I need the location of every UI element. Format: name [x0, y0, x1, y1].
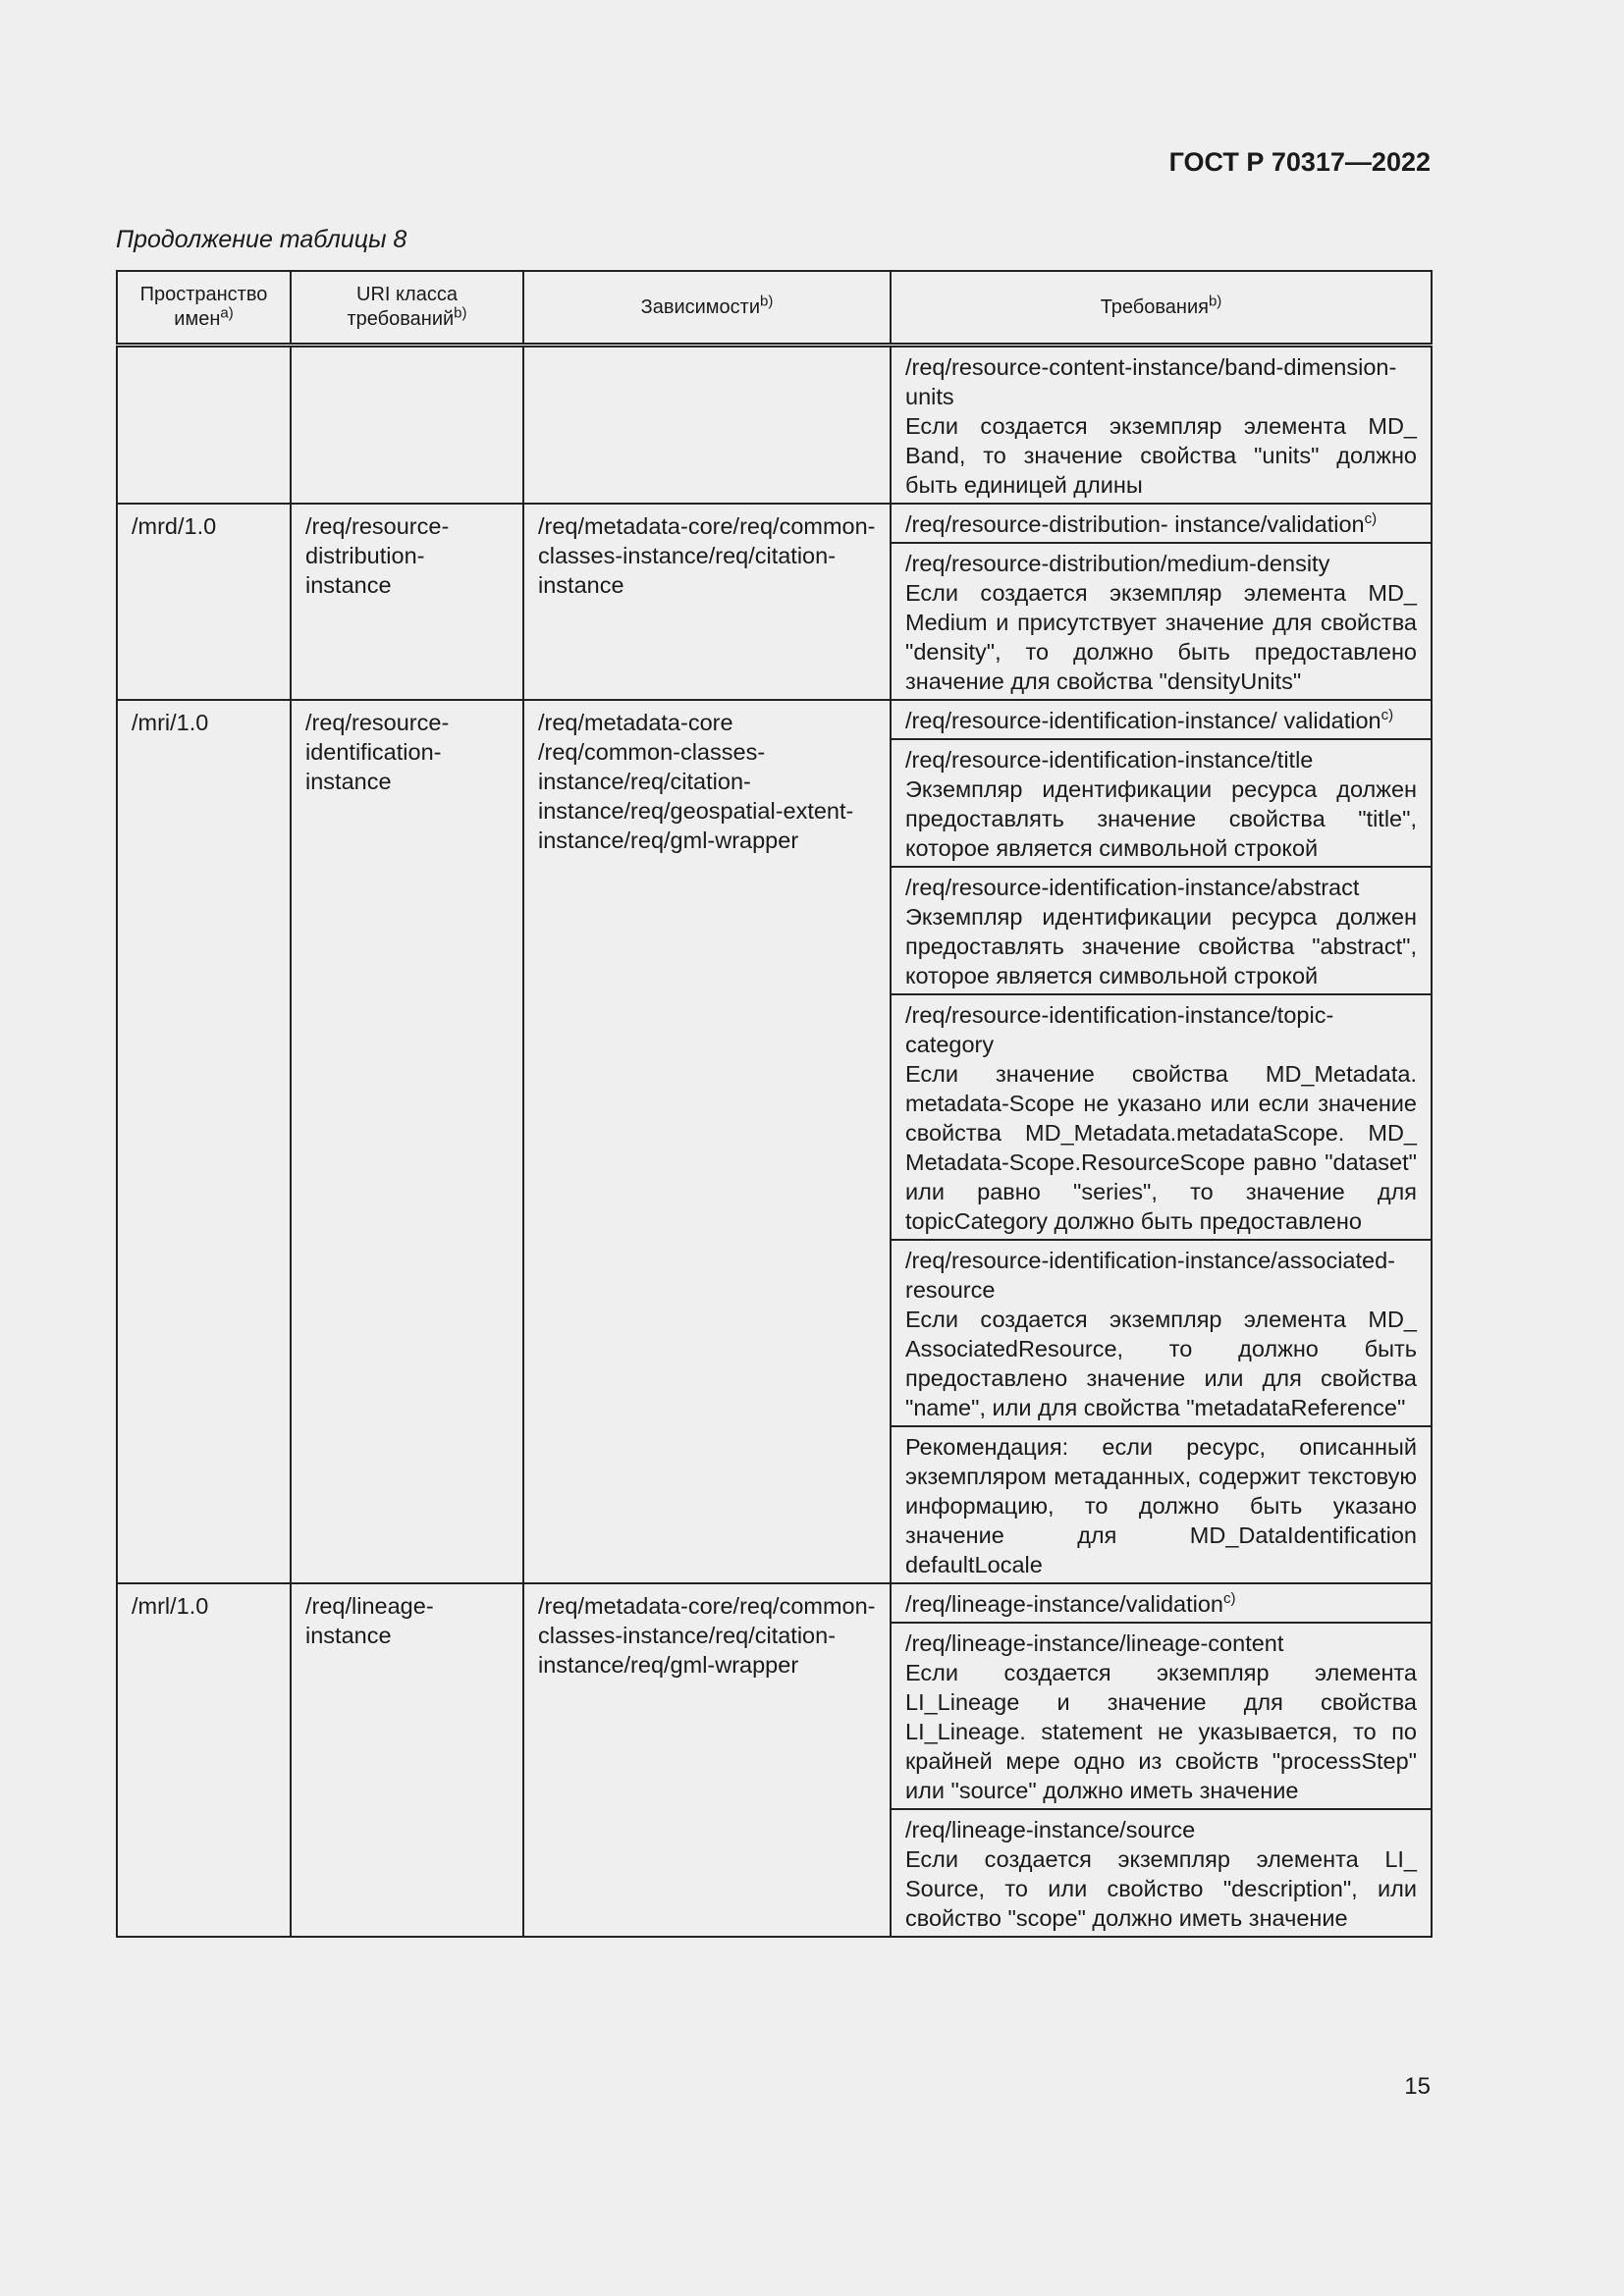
- col-header-dependencies: [523, 271, 891, 346]
- requirements-cell: [891, 346, 1432, 505]
- standard-number: ГОСТ Р 70317—2022: [1168, 147, 1431, 177]
- footnote-mark: a): [220, 304, 234, 322]
- requirement-item: [892, 866, 1431, 993]
- requirement-uri: [905, 509, 1417, 539]
- requirement-uri: [905, 1589, 1417, 1619]
- col-header-label: URI класса требований: [347, 284, 458, 330]
- table-row: [117, 504, 1432, 700]
- col-header-label: Зависимости: [640, 295, 761, 318]
- requirements-cell: [891, 504, 1432, 700]
- requirement-text: Если создается экземпляр элемента LI_ Source, то или свойство "description", или свойство "scope" должно иметь значение: [905, 1846, 1417, 1931]
- requirement-text: Если создается экземпляр элемента MD_ Band, то значение свойства "units" должно быть единицей длины: [905, 413, 1417, 498]
- uri-cell: /req/resource-identification-instance: [291, 700, 523, 1583]
- requirement-uri-text: /req/lineage-instance/validation: [905, 1591, 1223, 1617]
- footnote-mark: c): [1364, 510, 1378, 528]
- requirements-cell: [891, 1583, 1432, 1937]
- requirement-item: [892, 1239, 1431, 1425]
- dependencies-cell: /req/metadata-core/req/common-classes-instance/req/citation- instance/req/gml-wrapper: [523, 1583, 891, 1937]
- col-header-uri: [291, 271, 523, 346]
- requirement-uri: /req/resource-identification-instance/associated-resource: [905, 1248, 1395, 1303]
- requirement-item: [892, 347, 1431, 503]
- dependencies-cell: /req/metadata-core /req/common-classes-instance/req/citation-instance/req/geospatial-extent-instance/req/gml-wrapper: [523, 700, 891, 1583]
- uri-cell: /req/resource-distribution-instance: [291, 504, 523, 700]
- namespace-cell: [117, 346, 291, 505]
- requirement-text: Экземпляр идентификации ресурса должен предоставлять значение свойства "title", которое является символьной строкой: [905, 776, 1417, 861]
- page-number: 15: [1404, 2073, 1431, 2100]
- col-header-label: Пространство имен: [139, 284, 268, 330]
- requirement-item: [892, 701, 1431, 738]
- requirement-uri: /req/resource-distribution/medium-density: [905, 551, 1330, 576]
- table-row: [117, 346, 1432, 505]
- requirement-item: [892, 1808, 1431, 1936]
- footnote-mark: b): [454, 304, 467, 322]
- namespace-cell: /mrd/1.0: [117, 504, 291, 700]
- col-header-label: Требования: [1100, 295, 1209, 318]
- requirement-uri-text: /req/resource-distribution- instance/validation: [905, 511, 1365, 537]
- requirement-uri: /req/resource-content-instance/band-dimension-units: [905, 354, 1397, 409]
- footnote-mark: c): [1380, 707, 1394, 724]
- requirement-text: Если значение свойства MD_Metadata. metadata-Scope не указано или если значение свойства MD_Metadata.metadataScope. MD_ Metadata-Scope.ResourceScope равно "dataset" или равно "series", то значение для topicCategory должно быть предоставлено: [905, 1061, 1417, 1234]
- requirement-text: Экземпляр идентификации ресурса должен предоставлять значение свойства "abstract", которое является символьной строкой: [905, 904, 1417, 988]
- col-header-requirements: [891, 271, 1432, 346]
- table-caption: Продолжение таблицы 8: [116, 226, 407, 253]
- col-header-namespace: [117, 271, 291, 346]
- requirement-text: Если создается экземпляр элемента MD_ AssociatedResource, то должно быть предоставлено значение или для свойства "name", или для свойства "metadataReference": [905, 1307, 1417, 1420]
- requirement-uri: /req/resource-identification-instance/topic-category: [905, 1002, 1334, 1057]
- requirement-uri: /req/lineage-instance/lineage-content: [905, 1630, 1284, 1656]
- dependencies-cell: [523, 346, 891, 505]
- requirement-item: [892, 542, 1431, 699]
- table-row: [117, 1583, 1432, 1937]
- requirement-uri: /req/resource-identification-instance/title: [905, 747, 1314, 773]
- requirements-table: [116, 270, 1433, 1938]
- requirement-uri: /req/lineage-instance/source: [905, 1817, 1196, 1842]
- table-header: [117, 271, 1432, 346]
- footnote-mark: b): [760, 292, 774, 309]
- requirement-item: [892, 993, 1431, 1239]
- requirement-text: Если создается экземпляр элемента MD_ Medium и присутствует значение для свойства "density", то должно быть предоставлено значение для свойства "densityUnits": [905, 580, 1417, 694]
- namespace-cell: /mrl/1.0: [117, 1583, 291, 1937]
- requirement-text: Если создается экземпляр элемента LI_Lineage и значение для свойства LI_Lineage. statement не указывается, то по крайней мере одно из свойств "processStep" или "source" должно иметь значение: [905, 1660, 1417, 1803]
- requirement-item: [892, 1622, 1431, 1808]
- recommendation-text: Рекомендация: если ресурс, описанный экземпляром метаданных, содержит текстовую информацию, то должно быть указано значение для MD_DataIdentification defaultLocale: [905, 1434, 1417, 1577]
- requirement-item: [892, 738, 1431, 866]
- uri-cell: /req/lineage-instance: [291, 1583, 523, 1937]
- dependencies-cell: /req/metadata-core/req/common-classes-instance/req/citation-instance: [523, 504, 891, 700]
- footnote-mark: b): [1208, 292, 1222, 309]
- uri-cell: [291, 346, 523, 505]
- table-row: [117, 700, 1432, 1583]
- requirement-item: [892, 1584, 1431, 1622]
- footnote-mark: c): [1223, 1590, 1236, 1608]
- namespace-cell: /mri/1.0: [117, 700, 291, 1583]
- requirements-cell: [891, 700, 1432, 1583]
- requirement-uri: [905, 706, 1417, 735]
- recommendation-item: [892, 1425, 1431, 1582]
- requirement-item: [892, 505, 1431, 542]
- requirement-uri-text: /req/resource-identification-instance/ validation: [905, 708, 1381, 733]
- requirement-uri: /req/resource-identification-instance/abstract: [905, 875, 1360, 900]
